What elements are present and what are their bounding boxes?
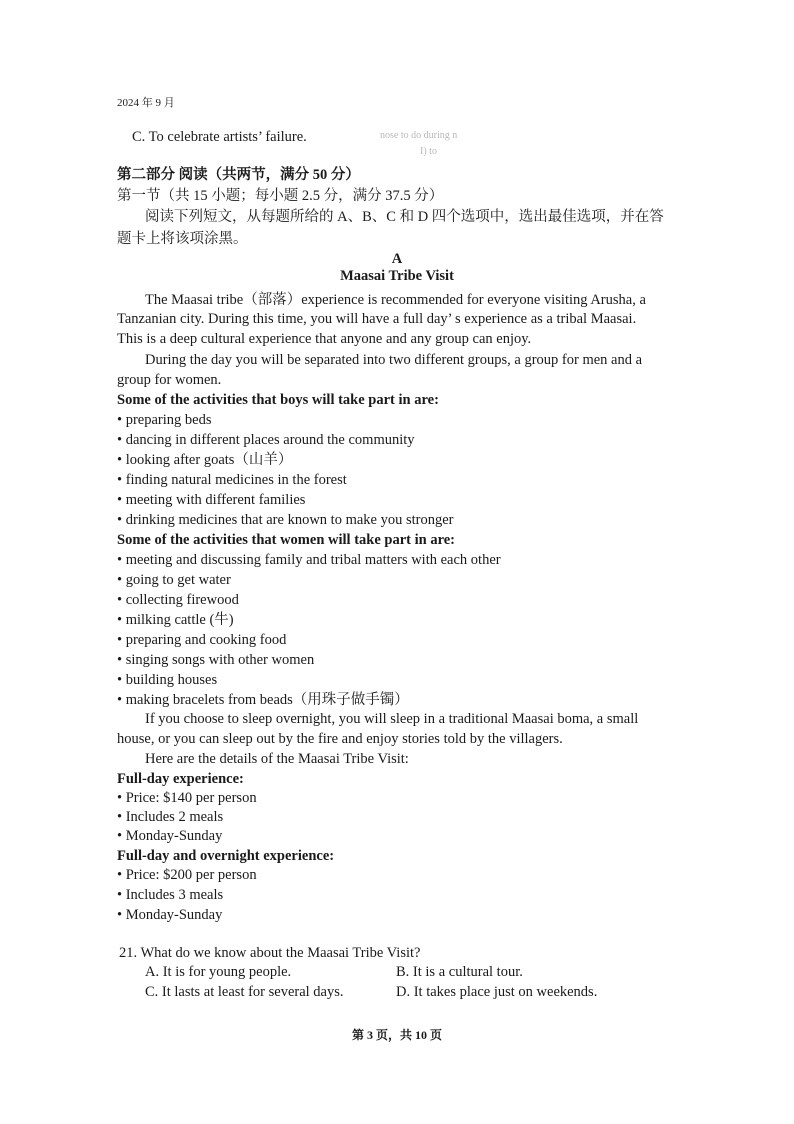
paragraph-4: Here are the details of the Maasai Tribe Visit: (145, 751, 409, 767)
question-21-option-c: C. It lasts at least for several days. (145, 984, 344, 1000)
list-item: • meeting and discussing family and tribal matters with each other (117, 552, 501, 568)
exam-date: 2024 年 9 月 (117, 97, 175, 109)
paragraph-3-line-1: If you choose to sleep overnight, you will sleep in a traditional Maasai boma, a small (145, 711, 639, 727)
list-item: • Monday-Sunday (117, 828, 223, 844)
boys-activities-heading: Some of the activities that boys will take part in are: (117, 392, 439, 408)
question-21-option-b: B. It is a cultural tour. (396, 964, 523, 980)
list-item: • preparing beds (117, 412, 212, 428)
paragraph-2-line-2: group for women. (117, 372, 222, 388)
list-item: • dancing in different places around the community (117, 432, 415, 448)
list-item: • milking cattle (牛) (117, 612, 234, 628)
overnight-heading: Full-day and overnight experience: (117, 848, 335, 864)
list-item: • preparing and cooking food (117, 632, 287, 648)
question-21-option-d: D. It takes place just on weekends. (396, 984, 598, 1000)
women-activities-heading: Some of the activities that women will take part in are: (117, 532, 456, 548)
previous-question-option-c: C. To celebrate artists’ failure. (132, 129, 307, 145)
bleed-through-text-1: nose to do during n (380, 130, 458, 141)
part-title: 第二部分 阅读（共两节，满分 50 分） (117, 167, 360, 183)
list-item: • drinking medicines that are known to make you stronger (117, 512, 454, 528)
list-item: • Price: $200 per person (117, 867, 257, 883)
section-title: 第一节（共 15 小题；每小题 2.5 分，满分 37.5 分） (117, 188, 444, 204)
paragraph-1-line-3: This is a deep cultural experience that anyone and any group can enjoy. (117, 331, 532, 347)
instructions-line-2: 题卡上将该项涂黑。 (117, 231, 248, 247)
list-item: • going to get water (117, 572, 231, 588)
list-item: • building houses (117, 672, 218, 688)
list-item: • meeting with different families (117, 492, 306, 508)
question-21-option-a: A. It is for young people. (145, 964, 292, 980)
page-number: 第 3 页，共 10 页 (351, 1028, 442, 1042)
bleed-through-text-2: I) to (420, 146, 437, 157)
full-day-heading: Full-day experience: (117, 771, 244, 787)
passage-letter: A (391, 251, 403, 267)
list-item: • making bracelets from beads（用珠子做手镯） (117, 692, 409, 708)
list-item: • finding natural medicines in the forest (117, 472, 347, 488)
list-item: • singing songs with other women (117, 652, 315, 668)
paragraph-3-line-2: house, or you can sleep out by the fire and enjoy stories told by the villagers. (117, 731, 563, 747)
list-item: • collecting firewood (117, 592, 239, 608)
paragraph-1-line-1: The Maasai tribe（部落）experience is recommended for everyone visiting Arusha, a (145, 292, 646, 308)
list-item: • looking after goats（山羊） (117, 452, 293, 468)
list-item: • Price: $140 per person (117, 790, 257, 806)
instructions-line-1: 阅读下列短文，从每题所给的 A、B、C 和 D 四个选项中，选出最佳选项，并在答 (145, 209, 664, 225)
paragraph-1-line-2: Tanzanian city. During this time, you will have a full day’ s experience as a tribal Maasai. (117, 311, 637, 327)
passage-title: Maasai Tribe Visit (340, 268, 454, 284)
list-item: • Monday-Sunday (117, 907, 223, 923)
question-21-stem: 21. What do we know about the Maasai Tribe Visit? (119, 945, 421, 961)
paragraph-2-line-1: During the day you will be separated into two different groups, a group for men and a (145, 352, 643, 368)
list-item: • Includes 3 meals (117, 887, 224, 903)
list-item: • Includes 2 meals (117, 809, 224, 825)
